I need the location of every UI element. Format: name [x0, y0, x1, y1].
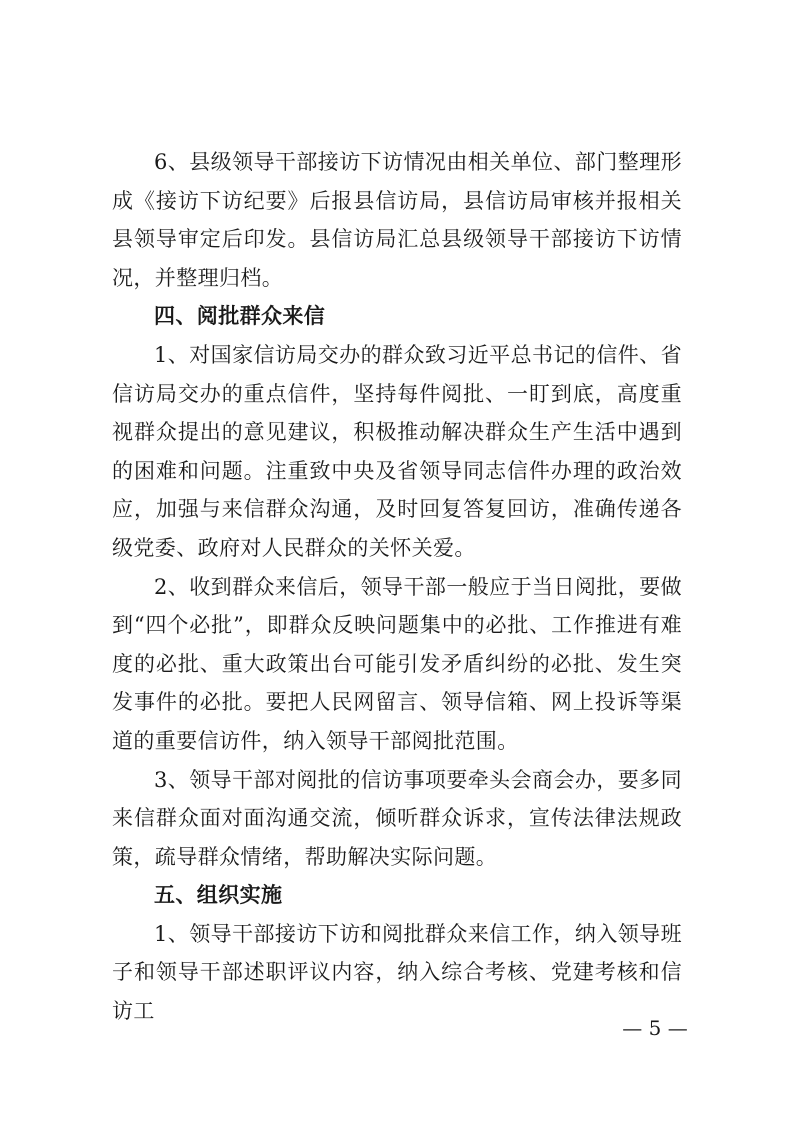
paragraph-item-1: 1、对国家信访局交办的群众致习近平总书记的信件、省信访局交办的重点信件，坚持每件阅批、一盯到底，高度重视群众提出的意见建议，积极推动解决群众生产生活中遇到的困难和问题。注重致中央及省领导同志信件办理的政治效应，加强与来信群众沟通，及时回复答复回访，准确传递各级党委、政府对人民群众的关怀关爱。	[112, 342, 682, 560]
document-body	[112, 143, 682, 1031]
section-heading-4: 四、阅批群众来信	[154, 304, 326, 329]
paragraph-item-6: 6、县级领导干部接访下访情况由相关单位、部门整理形成《接访下访纪要》后报县信访局，县信访局审核并报相关县领导审定后印发。县信访局汇总县级领导干部接访下访情况，并整理归档。	[112, 150, 682, 290]
section-heading-5: 五、组织实施	[154, 883, 283, 908]
page-number: — 5 —	[622, 1016, 688, 1040]
paragraph-item-3: 3、领导干部对阅批的信访事项要牵头会商会办，要多同来信群众面对面沟通交流，倾听群众诉求，宣传法律法规政策，疏导群众情绪，帮助解决实际问题。	[112, 767, 682, 869]
paragraph-item-1-section-5: 1、领导干部接访下访和阅批群众来信工作，纳入领导班子和领导干部述职评议内容，纳入综合考核、党建考核和信访工	[112, 921, 682, 1024]
paragraph-item-2: 2、收到群众来信后，领导干部一般应于当日阅批，要做到“四个必批”，即群众反映问题集中的必批、工作推进有难度的必批、重大政策出台可能引发矛盾纠纷的必批、发生突发事件的必批。要把人民网留言、领导信箱、网上投诉等渠道的重要信访件，纳入领导干部阅批范围。	[112, 574, 682, 753]
